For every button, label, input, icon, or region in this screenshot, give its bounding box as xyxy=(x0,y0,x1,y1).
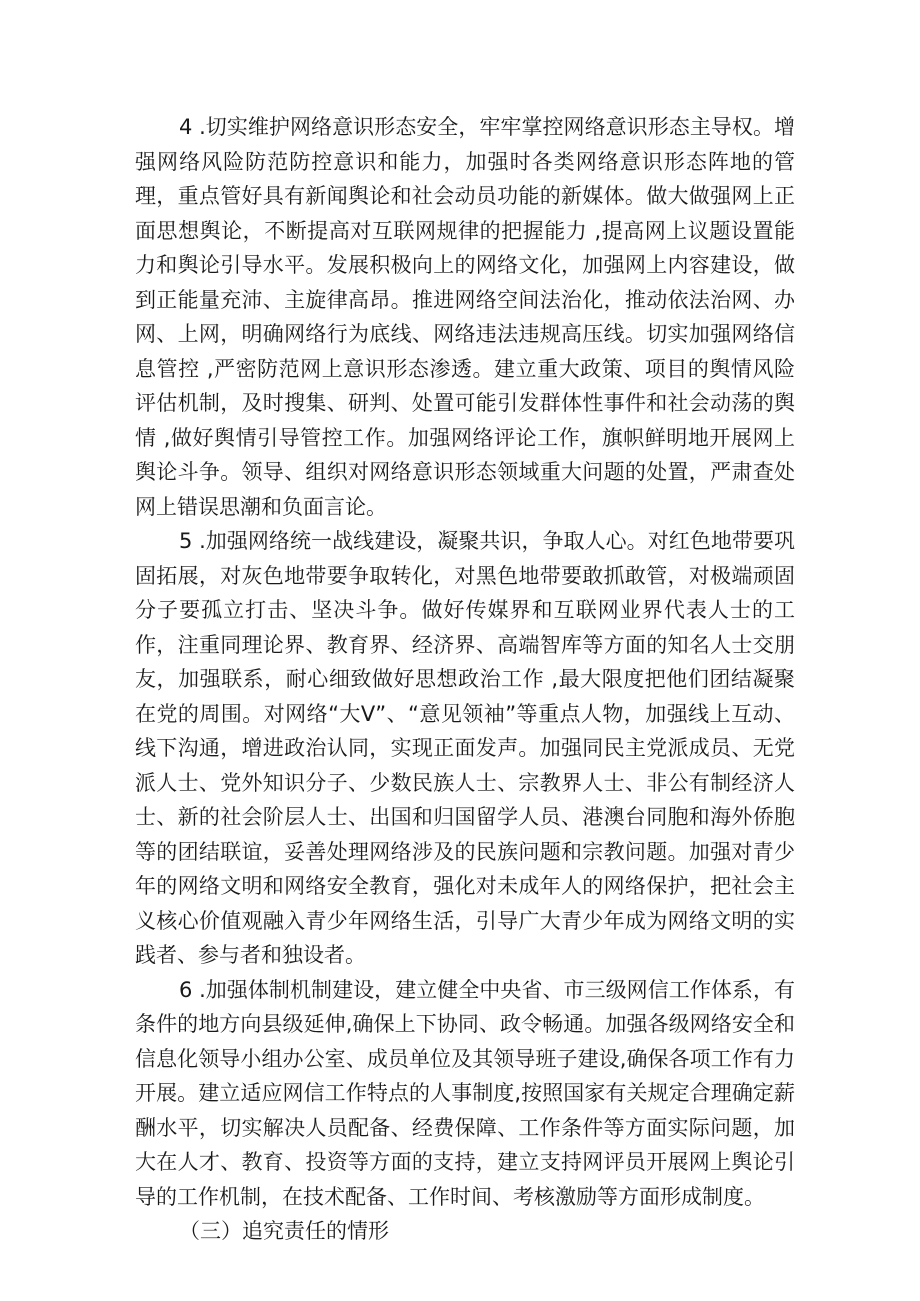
paragraph-4-network-ideology-security: 4 .切实维护网络意识形态安全，牢牢掌控网络意识形态主导权。增强网络风险防范防控意识和能力，加强时各类网络意识形态阵地的管理，重点管好具有新闻舆论和社会动员功能的新媒体。做大做强网上正面思想舆论，不断提高对互联网规律的把握能力 ,提高网上议题设置能力和舆论引导水平。发展积极向上的网络文化，加强网上内容建设，做到正能量充沛、主旋律高昂。推进网络空间法治化，推动依法治网、办网、上网，明确网络行为底线、网络违法违规高压线。切实加强网络信息管控 ,严密防范网上意识形态渗透。建立重大政策、项目的舆情风险评估机制，及时搜集、研判、处置可能引发群体性事件和社会动荡的舆情 ,做好舆情引导管控工作。加强网络评论工作，旗帜鲜明地开展网上舆论斗争。领导、组织对网络意识形态领域重大问题的处置，严肃查处网上错误思潮和负面言论。 xyxy=(135,115,795,519)
section-heading-accountability: （三）追究责任的情形 xyxy=(179,1219,389,1243)
paragraph-6-institutional-mechanism: 6 .加强体制机制建设，建立健全中央省、市三级网信工作体系，有条件的地方向县级延伸,确保上下协同、政令畅通。加强各级网络安全和信息化领导小组办公室、成员单位及其领导班子建设,确保各项工作有力开展。建立适应网信工作特点的人事制度,按照国家有关规定合理确定薪酬水平，切实解决人员配备、经费保障、工作条件等方面实际问题，加大在人才、教育、投资等方面的支持，建立支持网评员开展网上舆论引导的工作机制，在技术配备、工作时间、考核激励等方面形成制度。 xyxy=(135,977,795,1209)
document-page xyxy=(135,110,795,1249)
paragraph-5-network-united-front: 5 .加强网络统一战线建设，凝聚共识，争取人心。对红色地带要巩固拓展，对灰色地带要争取转化，对黑色地带要敢抓敢管，对极端顽固分子要孤立打击、坚决斗争。做好传媒界和互联网业界代表人士的工作，注重同理论界、教育界、经济界、高端智库等方面的知名人士交朋友，加强联系，耐心细致做好思想政治工作 ,最大限度把他们团结凝聚在党的周围。对网络“大V”、“意见领袖”等重点人物，加强线上互动、线下沟通，增进政治认同，实现正面发声。加强同民主党派成员、无党派人士、党外知识分子、少数民族人士、宗教界人士、非公有制经济人士、新的社会阶层人士、出国和归国留学人员、港澳台同胞和海外侨胞等的团结联谊，妥善处理网络涉及的民族问题和宗教问题。加强对青少年的网络文明和网络安全教育，强化对未成年人的网络保护，把社会主义核心价值观融入青少年网络生活，引导广大青少年成为网络文明的实践者、参与者和独设者。 xyxy=(135,529,795,967)
